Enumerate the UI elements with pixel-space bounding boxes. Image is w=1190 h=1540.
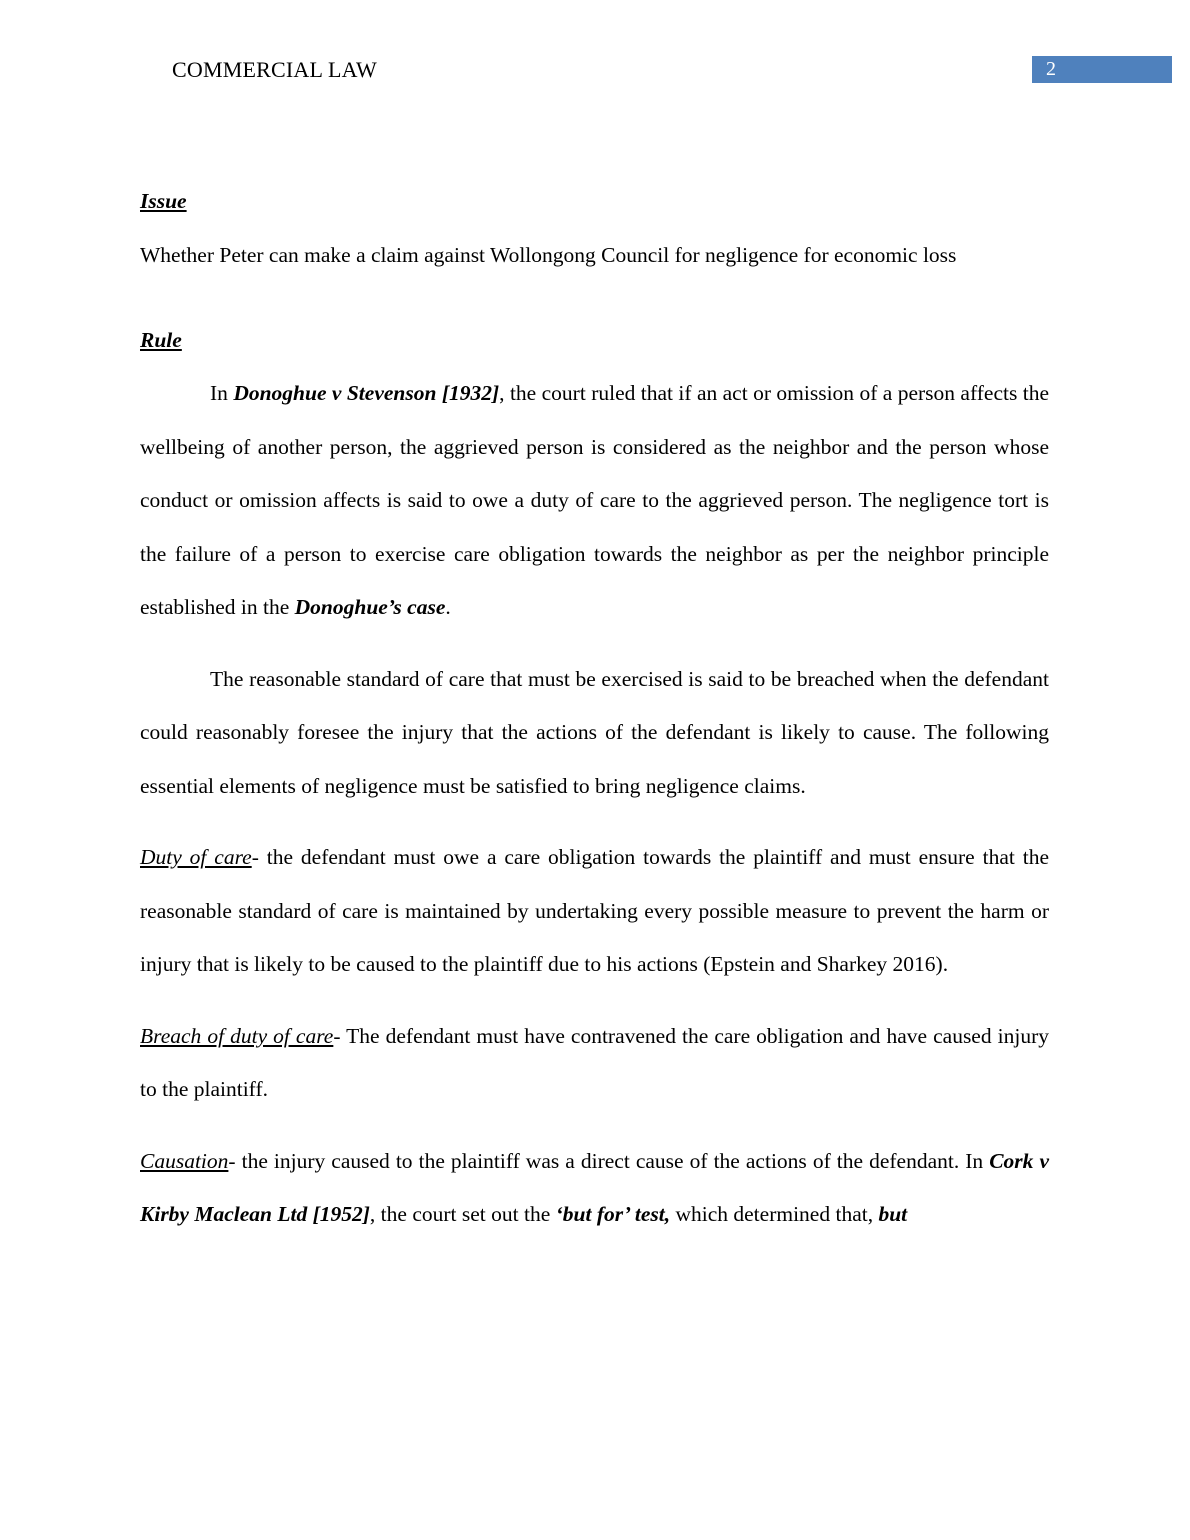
duty-of-care-term: Duty of care (140, 845, 252, 869)
duty-of-care-text: - the defendant must owe a care obligation towards the plaintiff and must ensure that the reasonable standard of care is maintained by undertaking every possible measure to prevent the harm or injury that is likely to be caused to the plaintiff due to his actions (Epstein and Sharkey 2016). (140, 845, 1050, 976)
page-number: 2 (1046, 58, 1056, 80)
breach-paragraph (140, 1010, 1049, 1117)
causation-text-2: , the court set out the (369, 1202, 556, 1226)
breach-term: Breach of duty of care (140, 1023, 334, 1048)
rule-p1-text-1: In (210, 381, 234, 405)
causation-text-3: which determined that, (670, 1202, 879, 1226)
case-citation-donoghue: Donoghue v Stevenson [1932] (233, 381, 500, 405)
rule-paragraph-1 (140, 367, 1049, 635)
page-number-box (1032, 56, 1172, 83)
case-reference-donoghue: Donoghue’s case (294, 595, 446, 619)
rule-paragraph-2: The reasonable standard of care that must be exercised is said to be breached when the defendant could reasonably foresee the injury that the actions of the defendant is likely to cause. The following essential elements of negligence must be satisfied to bring negligence claims. (140, 666, 1049, 798)
rule-p1-text-2: , the court ruled that if an act or omission of a person affects the wellbeing of another person, the aggrieved person is considered as the neighbor and the person whose conduct or omission affects is said to owe a duty of care to the aggrieved person. The negligence tort is the failure of a person to exercise care obligation towards the neighbor as per the neighbor principle established in the (140, 381, 1049, 619)
causation-tail-word: but (878, 1202, 908, 1226)
running-head: COMMERCIAL LAW (172, 57, 377, 82)
breach-text: - The defendant must have contravened the care obligation and have caused injury to the plaintiff. (140, 1023, 1050, 1101)
rule-heading: Rule (140, 328, 182, 352)
issue-heading: Issue (140, 189, 187, 213)
duty-of-care-paragraph (140, 831, 1049, 992)
but-for-test: ‘but for’ test, (555, 1202, 671, 1226)
rule-p1-text-3: . (445, 595, 451, 619)
causation-term: Causation (140, 1148, 229, 1173)
issue-text: Whether Peter can make a claim against Wollongong Council for negligence for economic loss (140, 243, 957, 267)
causation-text-1: - the injury caused to the plaintiff was a direct cause of the actions of the defendant. In (228, 1148, 990, 1173)
causation-paragraph (140, 1135, 1049, 1242)
document-body (140, 185, 1049, 1242)
case-citation-cork: Cork v Kirby Maclean Ltd [1952] (140, 1148, 1049, 1226)
